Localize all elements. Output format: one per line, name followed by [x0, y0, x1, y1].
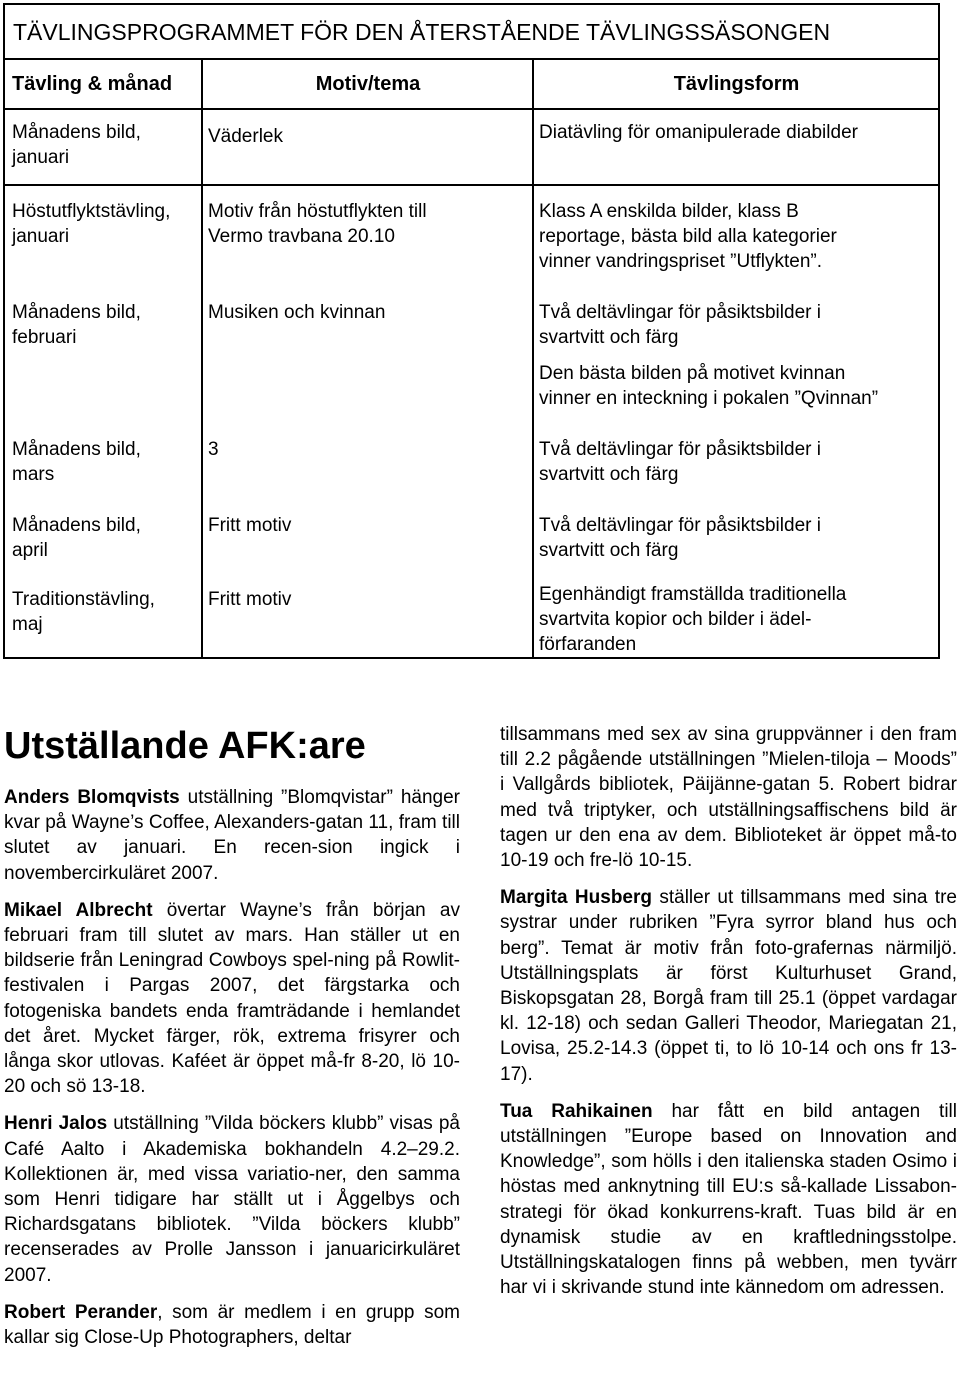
exhibitor-name: Henri Jalos: [4, 1113, 108, 1135]
table-row: [5, 504, 938, 578]
form-line: svartvitt och färg: [539, 464, 679, 485]
event-line: maj: [12, 614, 43, 635]
form-line: Egenhändigt framställda traditionella: [539, 584, 847, 605]
event-line: februari: [12, 327, 77, 348]
form-spacer: [539, 350, 934, 361]
theme-cell: [208, 587, 528, 612]
exhibitor-name: Robert Perander: [4, 1301, 158, 1323]
paragraph: [4, 1300, 460, 1350]
paragraph-text: tillsammans med sex av sina gruppvänner i den fram till 2.2 pågående utställningen ”Mielen-tiloja – Moods” i Vallgårds bibliotek, Päijänne-gatan 5. Robert bidrar med två triptyker, och utställningsaffischens bild är tagen ur den ena av dem. Biblioteket är öppet må-to 10-19 och fre-lö 10-15.: [500, 724, 957, 872]
form-line: svartvita kopior och bilder i ädel-: [539, 609, 812, 630]
event-line: Traditionstävling,: [12, 589, 155, 610]
theme-line: Fritt motiv: [208, 589, 292, 610]
table-row: [5, 186, 938, 290]
competition-program-table: [3, 3, 940, 659]
form-line: vinner vandringspriset ”Utflykten”.: [539, 251, 822, 272]
form-line: svartvitt och färg: [539, 327, 679, 348]
theme-cell: [208, 437, 528, 462]
form-cell: [539, 582, 934, 657]
paragraph-text: , som är medlem i en grupp som kallar sig Close-Up Photographers, deltar: [4, 1301, 460, 1349]
table-title-row: [5, 5, 938, 60]
exhibitor-name: Mikael Albrecht: [4, 899, 153, 921]
theme-cell: [208, 124, 528, 149]
table-row: [5, 578, 938, 657]
paragraph-text: utställning ”Vilda böckers klubb” visas på Café Aalto i Akademiska bokhandeln 4.2–29.2. Kollektionen är, med vissa variatio-ner, den samma som Henri tidigare har ställt ut i Åggelbys och Richardsgatans bibliotek. ”Vilda böckers klubb” recenserades av Prolle Jansson i januaricirkuläret 2007.: [4, 1113, 460, 1286]
left-column: [4, 785, 460, 1362]
event-line: Månadens bild,: [12, 302, 141, 323]
theme-line: Musiken och kvinnan: [208, 302, 386, 323]
event-line: Månadens bild,: [12, 122, 141, 143]
theme-line: Motiv från höstutflykten till: [208, 201, 427, 222]
table-row: [5, 428, 938, 504]
form-line: förfaranden: [539, 634, 637, 655]
right-column: [500, 722, 957, 1312]
paragraph: [4, 785, 460, 886]
event-line: Månadens bild,: [12, 439, 141, 460]
theme-cell: [208, 300, 528, 325]
form-line: Två deltävlingar för påsiktsbilder i: [539, 439, 821, 460]
paragraph-text: har fått en bild antagen till utställningen ”Europe based on Innovation and Knowledge”, som hölls i den italienska staden Osimo i höstas med anknytning till EU:s så-kallade Lissabon-strategi för ökad konkurrens-kraft. Tuas bild är en dynamisk studie av en kraftledningsstolpe. Utställningskatalogen finns på webben, men tyvärr har vi i skrivande stund inte kännedom om adressen.: [500, 1100, 958, 1299]
table-row: [5, 290, 938, 428]
event-line: januari: [12, 147, 70, 168]
theme-cell: [208, 199, 528, 249]
paragraph-text: övertar Wayne’s från början av februari fram till slutet av mars. Han ställer ut en bildserie från Leningrad Cowboys spel-ning på Rowlit-festivalen i Pargas 2007, det färgstarka och fotogeniska bandets enda framträdande i hemlandet det året. Mycket färger, rök, extrema frisyrer och långa skor utlovas. Kaféet är öppet må-fr 8-20, lö 10-20 och sö 13-18.: [4, 899, 460, 1098]
paragraph: [4, 898, 460, 1100]
form-line: Två deltävlingar för påsiktsbilder i: [539, 302, 821, 323]
event-cell: [12, 437, 202, 487]
table-header-row: [5, 58, 938, 110]
section-heading: Utställande AFK:are: [4, 725, 366, 767]
form-line: Två deltävlingar för påsiktsbilder i: [539, 515, 821, 536]
form-cell: [539, 437, 934, 487]
paragraph: [4, 1111, 460, 1287]
header-event: Tävling & månad: [12, 73, 173, 95]
theme-cell: [208, 513, 528, 538]
event-cell: [12, 587, 202, 637]
header-theme: Motiv/tema: [315, 73, 421, 95]
form-cell: [539, 120, 934, 145]
event-line: januari: [12, 226, 70, 247]
form-line: reportage, bästa bild alla kategorier: [539, 226, 837, 247]
form-cell: [539, 513, 934, 563]
paragraph: [500, 722, 957, 873]
theme-line: Fritt motiv: [208, 515, 292, 536]
exhibitor-name: Margita Husberg: [500, 887, 652, 909]
event-line: Månadens bild,: [12, 515, 141, 536]
event-line: mars: [12, 464, 55, 485]
paragraph-text: utställning ”Blomqvistar” hänger kvar på Wayne’s Coffee, Alexanders-gatan 11, fram till slutet av januari. En recen-sion ingick i novembercirkuläret 2007.: [4, 787, 460, 884]
event-line: Höstutflyktstävling,: [12, 201, 171, 222]
theme-line: Väderlek: [208, 126, 283, 147]
theme-line: 3: [208, 439, 219, 460]
form-cell: [539, 300, 934, 411]
event-cell: [12, 199, 202, 249]
exhibitor-name: Tua Rahikainen: [500, 1100, 653, 1122]
paragraph: [500, 885, 957, 1087]
paragraph: [500, 1099, 957, 1301]
form-cell: [539, 199, 934, 274]
table-title: TÄVLINGSPROGRAMMET FÖR DEN ÅTERSTÅENDE TÄVLINGSSÄSONGEN: [13, 19, 831, 45]
form-line: vinner en inteckning i pokalen ”Qvinnan”: [539, 388, 879, 409]
form-line: Den bästa bilden på motivet kvinnan: [539, 363, 846, 384]
header-form: Tävlingsform: [673, 73, 800, 95]
table-row: [5, 110, 938, 186]
event-line: april: [12, 540, 48, 561]
exhibitor-name: Anders Blomqvists: [4, 787, 180, 808]
paragraph-text: ställer ut tillsammans med sina tre systrar under rubriken ”Fyra syrror bland hus och berg”. Temat är motiv från foto-grafernas närmiljö. Utställningsplats är först Kulturhuset Grand, Biskopsgatan 28, Borgå fram till 25.1 (öppet vardagar kl. 12-18) och sedan Galleri Theodor, Mariegatan 21, Lovisa, 25.2-14.3 (öppet ti, to lö 10-14 och ons fr 13-17).: [500, 887, 957, 1085]
event-cell: [12, 300, 202, 350]
theme-line: Vermo travbana 20.10: [208, 226, 395, 247]
form-line: Diatävling för omanipulerade diabilder: [539, 122, 858, 143]
event-cell: [12, 513, 202, 563]
event-cell: [12, 120, 202, 170]
form-line: svartvitt och färg: [539, 540, 679, 561]
form-line: Klass A enskilda bilder, klass B: [539, 201, 799, 222]
